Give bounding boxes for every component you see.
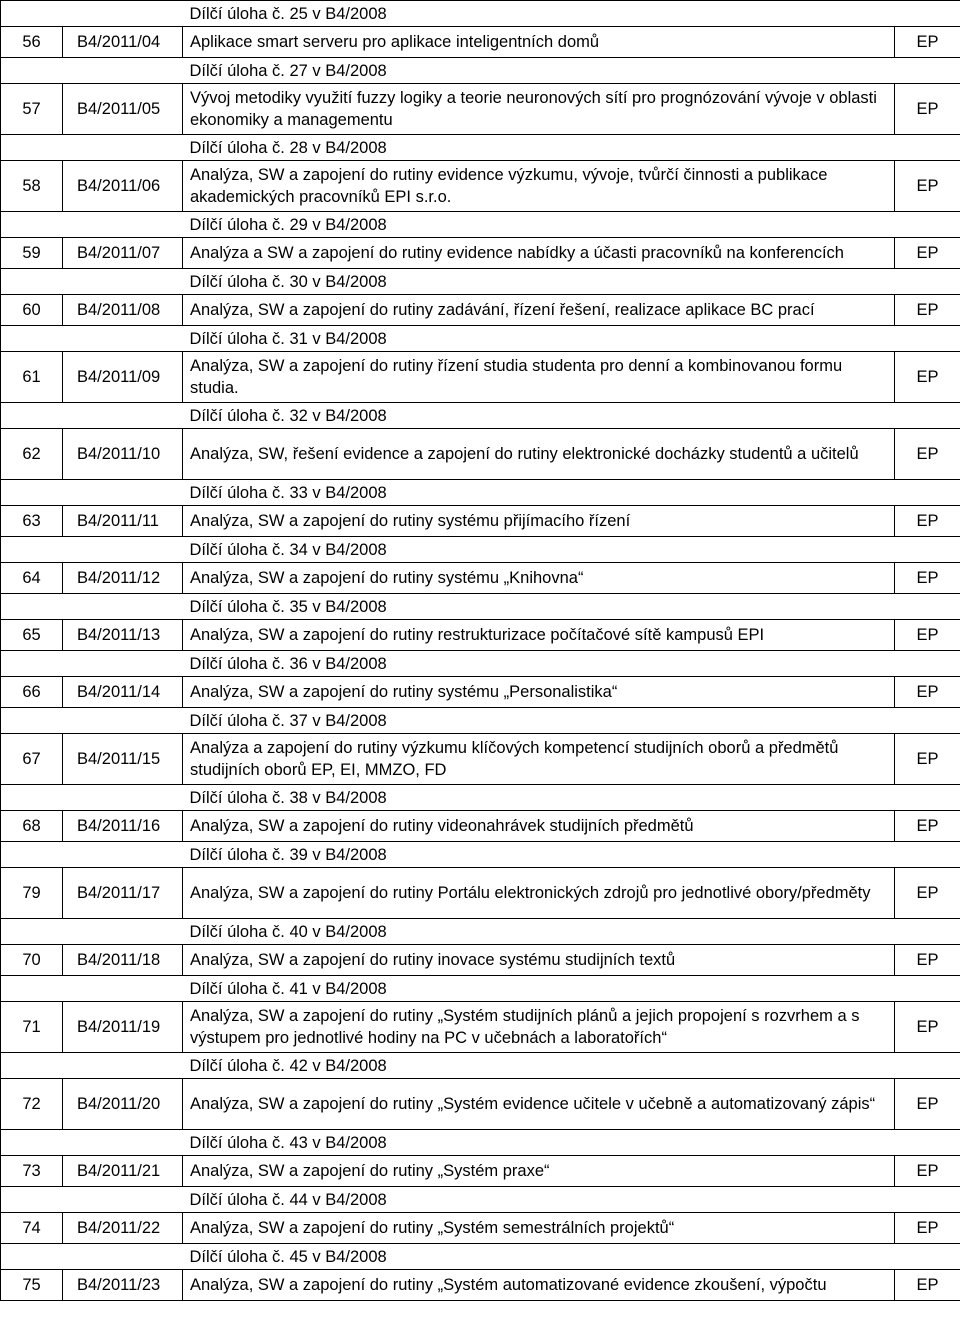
task-row: [1, 1156, 960, 1187]
subtask-label: Dílčí úloha č. 40 v B4/2008: [183, 919, 895, 945]
task-code: B4/2011/09: [63, 352, 183, 403]
task-description: Analýza, SW a zapojení do rutiny systému „Knihovna“: [183, 563, 895, 594]
row-number: 59: [1, 238, 63, 269]
empty-cell: [895, 785, 960, 811]
task-row: [1, 1002, 960, 1053]
task-code: B4/2011/16: [63, 811, 183, 842]
task-description: Analýza, SW a zapojení do rutiny „Systém studijních plánů a jejich propojení s rozvrhem a s výstupem pro jednotlivé hodiny na PC v učebnách a laboratořích“: [183, 1002, 895, 1053]
row-number: 65: [1, 620, 63, 651]
task-code: B4/2011/04: [63, 27, 183, 58]
row-number: 66: [1, 677, 63, 708]
task-code: B4/2011/10: [63, 429, 183, 480]
subtask-label: Dílčí úloha č. 31 v B4/2008: [183, 326, 895, 352]
task-row: [1, 1270, 960, 1301]
subtask-row: [1, 842, 960, 868]
empty-cell: [1, 58, 183, 84]
empty-cell: [1, 842, 183, 868]
row-number: 79: [1, 868, 63, 919]
task-description: Analýza, SW, řešení evidence a zapojení do rutiny elektronické docházky studentů a učitelů: [183, 429, 895, 480]
row-number: 72: [1, 1079, 63, 1130]
task-description: Vývoj metodiky využití fuzzy logiky a teorie neuronových sítí pro prognózování vývoje v oblasti ekonomiky a managementu: [183, 84, 895, 135]
subtask-row: [1, 212, 960, 238]
subtask-label: Dílčí úloha č. 39 v B4/2008: [183, 842, 895, 868]
empty-cell: [895, 1053, 960, 1079]
subtask-label: Dílčí úloha č. 43 v B4/2008: [183, 1130, 895, 1156]
empty-cell: [1, 480, 183, 506]
empty-cell: [895, 1187, 960, 1213]
task-table-body: [1, 1, 960, 1301]
empty-cell: [895, 58, 960, 84]
empty-cell: [1, 976, 183, 1002]
task-row: [1, 506, 960, 537]
row-number: 70: [1, 945, 63, 976]
empty-cell: [1, 594, 183, 620]
row-number: 68: [1, 811, 63, 842]
task-row: [1, 238, 960, 269]
subtask-row: [1, 403, 960, 429]
task-code: B4/2011/05: [63, 84, 183, 135]
department-code: EP: [895, 1002, 960, 1053]
task-description: Analýza, SW a zapojení do rutiny Portálu elektronických zdrojů pro jednotlivé obory/předměty: [183, 868, 895, 919]
subtask-label: Dílčí úloha č. 28 v B4/2008: [183, 135, 895, 161]
department-code: EP: [895, 945, 960, 976]
subtask-label: Dílčí úloha č. 42 v B4/2008: [183, 1053, 895, 1079]
subtask-row: [1, 537, 960, 563]
empty-cell: [895, 403, 960, 429]
department-code: EP: [895, 429, 960, 480]
task-row: [1, 84, 960, 135]
task-code: B4/2011/08: [63, 295, 183, 326]
task-description: Analýza, SW a zapojení do rutiny „Systém automatizované evidence zkoušení, výpočtu: [183, 1270, 895, 1301]
task-description: Analýza, SW a zapojení do rutiny inovace systému studijních textů: [183, 945, 895, 976]
subtask-row: [1, 1, 960, 27]
empty-cell: [1, 785, 183, 811]
empty-cell: [1, 537, 183, 563]
subtask-row: [1, 135, 960, 161]
subtask-row: [1, 651, 960, 677]
subtask-row: [1, 326, 960, 352]
empty-cell: [895, 135, 960, 161]
task-description: Aplikace smart serveru pro aplikace inteligentních domů: [183, 27, 895, 58]
subtask-label: Dílčí úloha č. 30 v B4/2008: [183, 269, 895, 295]
task-description: Analýza a SW a zapojení do rutiny evidence nabídky a účasti pracovníků na konferencích: [183, 238, 895, 269]
department-code: EP: [895, 620, 960, 651]
task-description: Analýza, SW a zapojení do rutiny „Systém semestrálních projektů“: [183, 1213, 895, 1244]
department-code: EP: [895, 84, 960, 135]
task-description: Analýza, SW a zapojení do rutiny systému „Personalistika“: [183, 677, 895, 708]
task-description: Analýza, SW a zapojení do rutiny řízení studia studenta pro denní a kombinovanou formu studia.: [183, 352, 895, 403]
empty-cell: [1, 1053, 183, 1079]
row-number: 67: [1, 734, 63, 785]
subtask-row: [1, 708, 960, 734]
task-code: B4/2011/06: [63, 161, 183, 212]
empty-cell: [1, 708, 183, 734]
task-description: Analýza, SW a zapojení do rutiny videonahrávek studijních předmětů: [183, 811, 895, 842]
task-code: B4/2011/15: [63, 734, 183, 785]
department-code: EP: [895, 1156, 960, 1187]
department-code: EP: [895, 563, 960, 594]
empty-cell: [895, 919, 960, 945]
row-number: 58: [1, 161, 63, 212]
task-code: B4/2011/17: [63, 868, 183, 919]
task-row: [1, 945, 960, 976]
subtask-row: [1, 1053, 960, 1079]
subtask-label: Dílčí úloha č. 36 v B4/2008: [183, 651, 895, 677]
department-code: EP: [895, 734, 960, 785]
task-row: [1, 1213, 960, 1244]
row-number: 64: [1, 563, 63, 594]
empty-cell: [895, 976, 960, 1002]
subtask-row: [1, 1130, 960, 1156]
task-row: [1, 1079, 960, 1130]
empty-cell: [895, 842, 960, 868]
department-code: EP: [895, 506, 960, 537]
department-code: EP: [895, 27, 960, 58]
task-code: B4/2011/14: [63, 677, 183, 708]
task-code: B4/2011/07: [63, 238, 183, 269]
task-code: B4/2011/18: [63, 945, 183, 976]
task-description: Analýza, SW a zapojení do rutiny zadávání, řízení řešení, realizace aplikace BC prací: [183, 295, 895, 326]
empty-cell: [1, 269, 183, 295]
row-number: 75: [1, 1270, 63, 1301]
subtask-label: Dílčí úloha č. 38 v B4/2008: [183, 785, 895, 811]
empty-cell: [1, 212, 183, 238]
subtask-label: Dílčí úloha č. 45 v B4/2008: [183, 1244, 895, 1270]
subtask-row: [1, 58, 960, 84]
task-description: Analýza, SW a zapojení do rutiny evidence výzkumu, vývoje, tvůrčí činnosti a publikace akademických pracovníků EPI s.r.o.: [183, 161, 895, 212]
department-code: EP: [895, 161, 960, 212]
task-row: [1, 677, 960, 708]
row-number: 63: [1, 506, 63, 537]
empty-cell: [895, 651, 960, 677]
task-description: Analýza, SW a zapojení do rutiny „Systém evidence učitele v učebně a automatizovaný zápis“: [183, 1079, 895, 1130]
empty-cell: [1, 919, 183, 945]
subtask-row: [1, 594, 960, 620]
subtask-label: Dílčí úloha č. 27 v B4/2008: [183, 58, 895, 84]
row-number: 71: [1, 1002, 63, 1053]
row-number: 57: [1, 84, 63, 135]
subtask-label: Dílčí úloha č. 35 v B4/2008: [183, 594, 895, 620]
row-number: 60: [1, 295, 63, 326]
department-code: EP: [895, 1213, 960, 1244]
empty-cell: [895, 212, 960, 238]
subtask-label: Dílčí úloha č. 41 v B4/2008: [183, 976, 895, 1002]
row-number: 73: [1, 1156, 63, 1187]
task-code: B4/2011/23: [63, 1270, 183, 1301]
task-code: B4/2011/22: [63, 1213, 183, 1244]
subtask-label: Dílčí úloha č. 33 v B4/2008: [183, 480, 895, 506]
task-row: [1, 429, 960, 480]
empty-cell: [895, 480, 960, 506]
row-number: 62: [1, 429, 63, 480]
empty-cell: [895, 269, 960, 295]
department-code: EP: [895, 677, 960, 708]
subtask-row: [1, 919, 960, 945]
empty-cell: [895, 1, 960, 27]
task-description: Analýza, SW a zapojení do rutiny restrukturizace počítačové sítě kampusů EPI: [183, 620, 895, 651]
department-code: EP: [895, 1079, 960, 1130]
subtask-label: Dílčí úloha č. 34 v B4/2008: [183, 537, 895, 563]
subtask-label: Dílčí úloha č. 44 v B4/2008: [183, 1187, 895, 1213]
task-row: [1, 563, 960, 594]
task-row: [1, 620, 960, 651]
empty-cell: [1, 403, 183, 429]
task-row: [1, 352, 960, 403]
subtask-row: [1, 976, 960, 1002]
task-description: Analýza a zapojení do rutiny výzkumu klíčových kompetencí studijních oborů a předmětů studijních oborů EP, EI, MMZO, FD: [183, 734, 895, 785]
subtask-row: [1, 269, 960, 295]
task-row: [1, 868, 960, 919]
subtask-row: [1, 480, 960, 506]
department-code: EP: [895, 868, 960, 919]
empty-cell: [1, 1130, 183, 1156]
task-code: B4/2011/13: [63, 620, 183, 651]
department-code: EP: [895, 238, 960, 269]
subtask-label: Dílčí úloha č. 37 v B4/2008: [183, 708, 895, 734]
task-code: B4/2011/19: [63, 1002, 183, 1053]
row-number: 61: [1, 352, 63, 403]
task-row: [1, 811, 960, 842]
task-row: [1, 27, 960, 58]
subtask-label: Dílčí úloha č. 29 v B4/2008: [183, 212, 895, 238]
empty-cell: [1, 1187, 183, 1213]
empty-cell: [895, 537, 960, 563]
department-code: EP: [895, 1270, 960, 1301]
task-code: B4/2011/21: [63, 1156, 183, 1187]
empty-cell: [895, 1130, 960, 1156]
department-code: EP: [895, 352, 960, 403]
subtask-label: Dílčí úloha č. 25 v B4/2008: [183, 1, 895, 27]
empty-cell: [1, 1244, 183, 1270]
row-number: 56: [1, 27, 63, 58]
empty-cell: [895, 708, 960, 734]
empty-cell: [895, 594, 960, 620]
task-description: Analýza, SW a zapojení do rutiny systému přijímacího řízení: [183, 506, 895, 537]
empty-cell: [1, 135, 183, 161]
department-code: EP: [895, 295, 960, 326]
empty-cell: [895, 1244, 960, 1270]
task-code: B4/2011/20: [63, 1079, 183, 1130]
task-description: Analýza, SW a zapojení do rutiny „Systém praxe“: [183, 1156, 895, 1187]
task-row: [1, 295, 960, 326]
subtask-row: [1, 785, 960, 811]
subtask-row: [1, 1187, 960, 1213]
task-code: B4/2011/12: [63, 563, 183, 594]
department-code: EP: [895, 811, 960, 842]
empty-cell: [1, 1, 183, 27]
task-row: [1, 161, 960, 212]
row-number: 74: [1, 1213, 63, 1244]
subtask-row: [1, 1244, 960, 1270]
subtask-label: Dílčí úloha č. 32 v B4/2008: [183, 403, 895, 429]
task-code: B4/2011/11: [63, 506, 183, 537]
empty-cell: [1, 651, 183, 677]
task-row: [1, 734, 960, 785]
empty-cell: [1, 326, 183, 352]
empty-cell: [895, 326, 960, 352]
